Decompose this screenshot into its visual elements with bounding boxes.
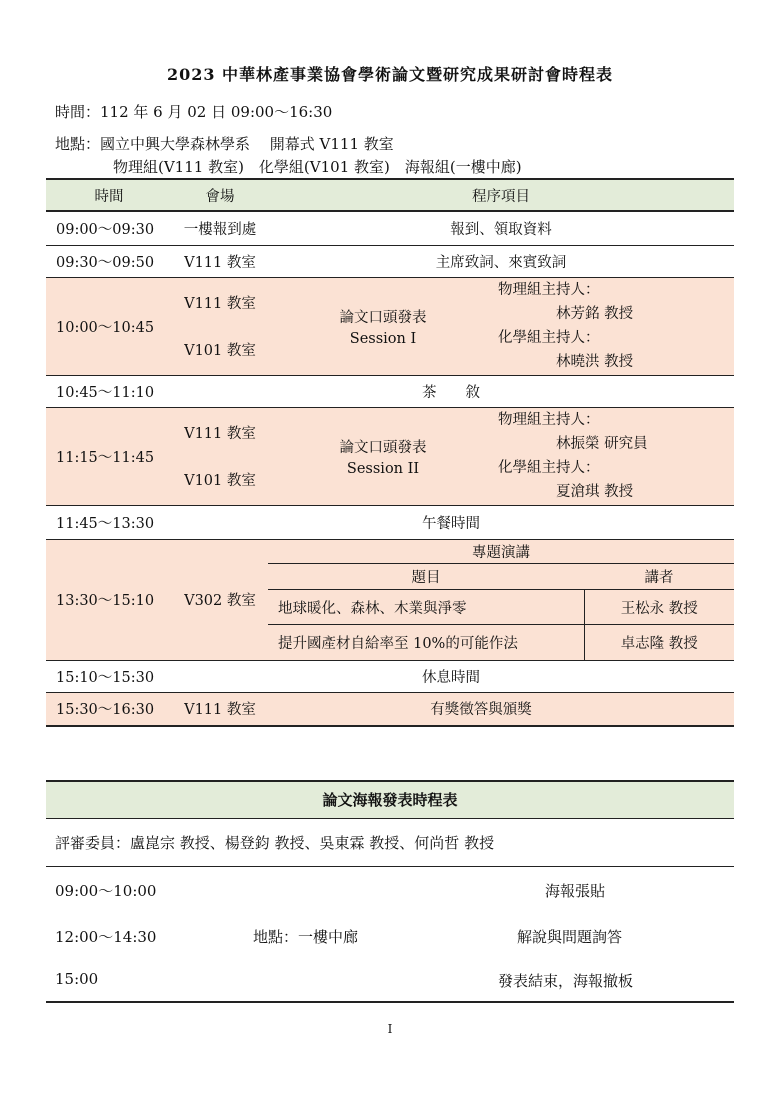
row-program: 報到、領取資料 (268, 211, 734, 245)
table-row (268, 625, 734, 660)
row-program: 有獎徵答與頒獎 (268, 692, 734, 726)
session2-row (46, 407, 734, 505)
header-program: 程序項目 (268, 179, 734, 211)
schedule-table (46, 178, 734, 727)
poster-row-time: 12:00～14:30 (55, 928, 157, 946)
poster-row-activity: 解說與問題詢答 (517, 928, 623, 946)
poster-row-activity: 海報張貼 (545, 882, 606, 900)
session2-venue-b: V101 教室 (184, 473, 256, 489)
poster-row-activity: 發表結束，海報撤板 (498, 972, 634, 990)
session1-host-a-label: 物理組主持人： (498, 282, 600, 298)
session1-program: 論文口頭發表 (339, 309, 427, 326)
row-time: 15:30～16:30 (46, 692, 172, 726)
poster-location: 地點：一樓中廊 (253, 928, 359, 946)
table-row (46, 245, 734, 277)
session1-host-b-name: 林曉洪 教授 (556, 354, 634, 370)
row-venue: V111 教室 (172, 245, 268, 277)
session2-host-b-name: 夏滄琪 教授 (556, 484, 634, 500)
row-program: 主席致詞、來賓致詞 (268, 245, 734, 277)
talk-topic: 地球暖化、森林、木業與淨零 (268, 590, 584, 625)
poster-divider (46, 866, 734, 867)
poster-judges: 評審委員：盧崑宗 教授、楊登鈞 教授、吳東霖 教授、何尚哲 教授 (55, 834, 495, 852)
row-venue: 一樓報到處 (172, 211, 268, 245)
row-time: 11:45～13:30 (46, 505, 172, 539)
keynote-col-topic: 題目 (268, 564, 584, 590)
talk-speaker: 卓志隆 教授 (584, 625, 734, 660)
keynote-col-speaker: 講者 (584, 564, 734, 590)
table-row (268, 590, 734, 625)
session2-program: 論文口頭發表 (339, 439, 427, 456)
document-title: 2023 中華林產事業協會學術論文暨研究成果研討會時程表 (166, 65, 614, 84)
row-time: 09:00～09:30 (46, 211, 172, 245)
session1-host-b-label: 化學組主持人： (498, 330, 600, 346)
session2-host-b-label: 化學組主持人： (498, 460, 600, 476)
poster-row-time: 15:00 (55, 970, 99, 988)
poster-row-time: 09:00～10:00 (55, 882, 157, 900)
row-time: 11:15～11:45 (46, 407, 172, 505)
row-time: 10:00～10:45 (46, 277, 172, 375)
row-program: 茶 敘 (268, 375, 734, 407)
talk-speaker: 王松永 教授 (584, 590, 734, 625)
row-program: 午餐時間 (268, 505, 734, 539)
poster-title: 論文海報發表時程表 (46, 780, 734, 819)
table-row (46, 211, 734, 245)
row-time: 15:10～15:30 (46, 660, 172, 692)
session2-host-a-name: 林振榮 研究員 (556, 436, 648, 452)
row-venue: V302 教室 (172, 539, 268, 660)
table-row (46, 660, 734, 692)
session2-session: Session II (346, 460, 420, 477)
table-row (46, 375, 734, 407)
session2-venue-a: V111 教室 (184, 426, 256, 442)
talk-topic: 提升國產材自給率至 10%的可能作法 (268, 625, 584, 660)
page-number: I (387, 1022, 393, 1036)
table-row (46, 692, 734, 726)
keynote-row (46, 539, 734, 660)
row-venue: V111 教室 (172, 692, 268, 726)
session1-row (46, 277, 734, 375)
schedule-header-row (46, 179, 734, 211)
session2-host-a-label: 物理組主持人： (498, 412, 600, 428)
header-time: 時間 (46, 179, 172, 211)
event-rooms: 物理組(V111 教室) 化學組(V101 教室) 海報組(一樓中廊) (113, 158, 522, 176)
row-program: 休息時間 (268, 660, 734, 692)
row-time: 10:45～11:10 (46, 375, 172, 407)
session1-session: Session I (349, 330, 417, 347)
keynote-table (268, 540, 734, 660)
session1-venue-a: V111 教室 (184, 296, 256, 312)
event-place: 地點：國立中興大學森林學系 開幕式 V111 教室 (55, 135, 394, 153)
session1-host-a-name: 林芳銘 教授 (556, 306, 634, 322)
event-time: 時間：112 年 6 月 02 日 09:00～16:30 (55, 103, 333, 121)
session1-venue-b: V101 教室 (184, 343, 256, 359)
row-time: 13:30～15:10 (46, 539, 172, 660)
table-row (46, 505, 734, 539)
row-time: 09:30～09:50 (46, 245, 172, 277)
poster-bottom-rule (46, 1001, 734, 1003)
keynote-title: 專題演講 (268, 540, 734, 564)
header-venue: 會場 (172, 179, 268, 211)
